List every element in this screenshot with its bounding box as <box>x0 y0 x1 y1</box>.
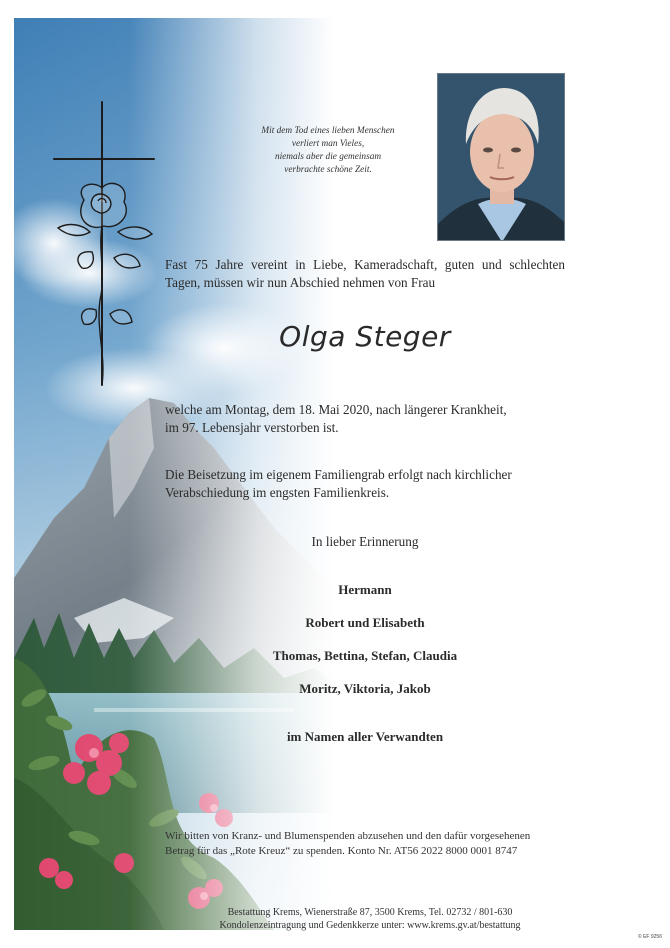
burial-line: Verabschiedung im engsten Familienkreis. <box>165 485 390 500</box>
quote-line: verbrachte schöne Zeit. <box>284 165 372 175</box>
mourner-entry: Thomas, Bettina, Stefan, Claudia <box>272 648 458 663</box>
intro-line: Tagen, müssen wir nun Abschied nehmen von Frau <box>165 275 436 290</box>
quote-line: verliert man Vieles, <box>291 139 365 149</box>
donation-request <box>165 829 585 859</box>
document-code: © EF 9256 <box>638 934 662 940</box>
cross-icon <box>44 100 174 390</box>
burial-notice <box>165 466 565 502</box>
death-line: welche am Montag, dem 18. Mai 2020, nach längerer Krankheit, <box>165 402 507 417</box>
donation-line: Betrag für das „Rote Kreuz“ zu spenden. Konto Nr. AT56 2022 8000 0001 8747 <box>165 845 518 857</box>
footer-condolence: Kondolenzeintragung und Gedenkkerze unter: www.krems.gv.at/bestattung <box>219 919 521 931</box>
rose-icon <box>58 183 152 385</box>
quote-line: Mit dem Tod eines lieben Menschen <box>261 126 395 136</box>
memory-heading: In lieber Erinnerung <box>311 534 419 549</box>
mourner-entry: Moritz, Viktoria, Jakob <box>299 681 431 696</box>
quote-line: niemals aber die gemeinsam <box>274 152 382 162</box>
funeral-home-footer <box>165 907 575 932</box>
donation-line: Wir bitten von Kranz- und Blumenspenden abzusehen und den dafür vorgesehenen <box>165 830 531 842</box>
deceased-name: Olga Steger <box>279 320 451 353</box>
intro-line: Fast 75 Jahre vereint in Liebe, Kameradschaft, guten und schlechten <box>165 257 565 272</box>
intro-text <box>165 256 565 292</box>
death-notice <box>165 401 565 437</box>
footer-address: Bestattung Krems, Wienerstraße 87, 3500 Krems, Tel. 02732 / 801-630 <box>227 907 513 918</box>
mourner-entry: Robert und Elisabeth <box>305 615 425 630</box>
death-line: im 97. Lebensjahr verstorben ist. <box>165 420 339 435</box>
portrait-photo <box>437 73 565 241</box>
relatives-line: im Namen aller Verwandten <box>286 729 444 744</box>
burial-line: Die Beisetzung im eigenem Familiengrab erfolgt nach kirchlicher <box>165 467 512 482</box>
mourner-entry: Hermann <box>338 582 392 597</box>
mourner-list <box>165 580 565 712</box>
memorial-quote <box>218 125 438 177</box>
